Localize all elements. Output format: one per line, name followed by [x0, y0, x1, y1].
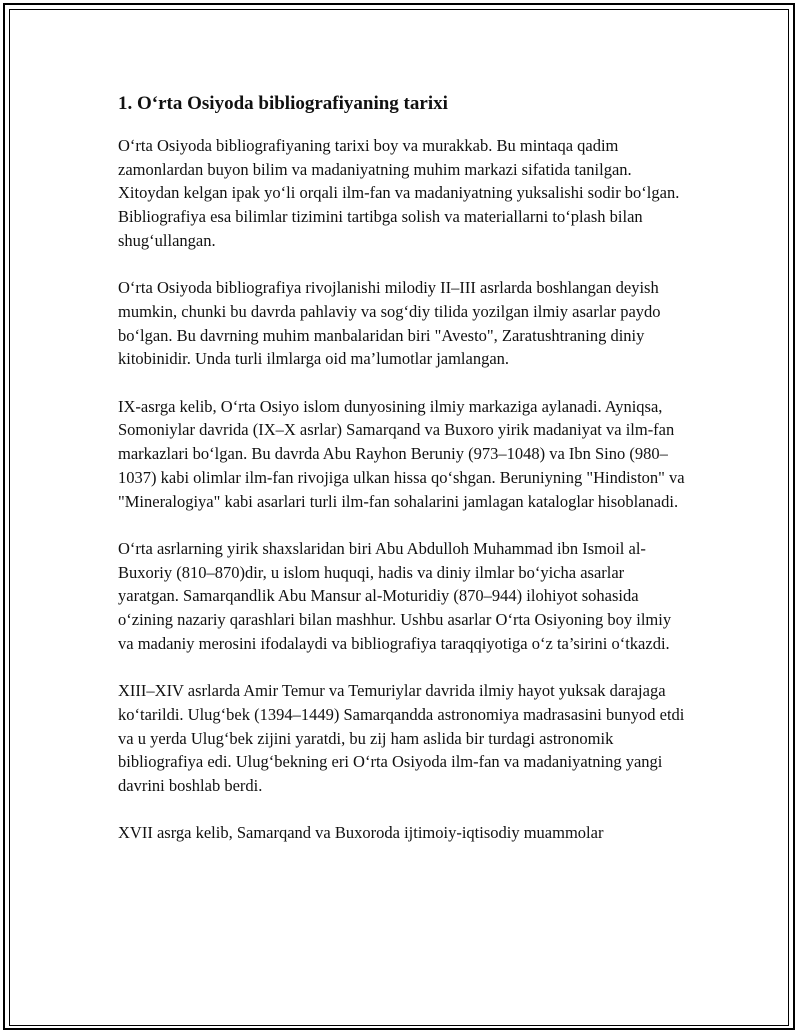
paragraph-4: O‘rta asrlarning yirik shaxslaridan biri Abu Abdulloh Muhammad ibn Ismoil al-Buxoriy (810–870)dir, u islom huquqi, hadis va diniy ilmlar bo‘yicha asarlar yaratgan. Samarqandlik Abu Mansur al-Moturidiy (870–944) ilohiyot sohasida o‘zining nazariy qarashlari bilan mashhur. Ushbu asarlar O‘rta Osiyoning boy ilmiy va madaniy merosini ifodalaydi va bibliografiya taraqqiyotiga o‘z ta’sirini o‘tkazdi. — [118, 538, 672, 653]
paragraph-6: XVII asrga kelib, Samarqand va Buxoroda ijtimoiy-iqtisodiy muammolar — [118, 823, 604, 843]
paragraph-3: IX-asrga kelib, O‘rta Osiyo islom dunyosining ilmiy markaziga aylanadi. Ayniqsa, Somoniylar davrida (IX–X asrlar) Samarqand va Buxoro yirik madaniyat va ilm-fan markazlari bo‘lgan. Bu davrda Abu Rayhon Beruniy (973–1048) va Ibn Sino (980–1037) kabi olimlar ilm-fan rivojiga ulkan hissa qo‘shgan. Beruniyning "Hindiston" va "Mineralogiya" kabi asarlari turli ilm-fan sohalarini jamlagan kataloglar hisoblanadi. — [118, 396, 685, 511]
section-heading: 1. O‘rta Osiyoda bibliografiyaning tarixi — [118, 93, 448, 114]
paragraph-1: O‘rta Osiyoda bibliografiyaning tarixi boy va murakkab. Bu mintaqa qadim zamonlardan buyon bilim va madaniyatning muhim markazi sifatida tanilgan. Xitoydan kelgan ipak yo‘li orqali ilm-fan va madaniyatning yuksalishi sodir bo‘lgan. Bibliografiya esa bilimlar tizimini tartibga solish va materiallarni to‘plash bilan shug‘ullangan. — [118, 136, 680, 250]
paragraph-2: O‘rta Osiyoda bibliografiya rivojlanishi milodiy II–III asrlarda boshlangan deyish mumkin, chunki bu davrda pahlaviy va sog‘diy tilida yozilgan ilmiy asarlar paydo bo‘lgan. Bu davrning muhim manbalaridan biri "Avesto", Zaratushtraning diniy kitobinidir. Unda turli ilmlarga oid ma’lumotlar jamlangan. — [118, 278, 661, 369]
paragraph-5: XIII–XIV asrlarda Amir Temur va Temuriylar davrida ilmiy hayot yuksak darajaga ko‘tarildi. Ulug‘bek (1394–1449) Samarqandda astronomiya madrasasini bunyod etdi va u yerda Ulug‘bek zijini yaratdi, bu zij ham aslida bir turdagi astronomik bibliografiya edi. Ulug‘bekning eri O‘rta Osiyoda ilm-fan va madaniyatning yangi davrini boshlab berdi. — [118, 681, 685, 795]
document-body — [118, 92, 688, 869]
